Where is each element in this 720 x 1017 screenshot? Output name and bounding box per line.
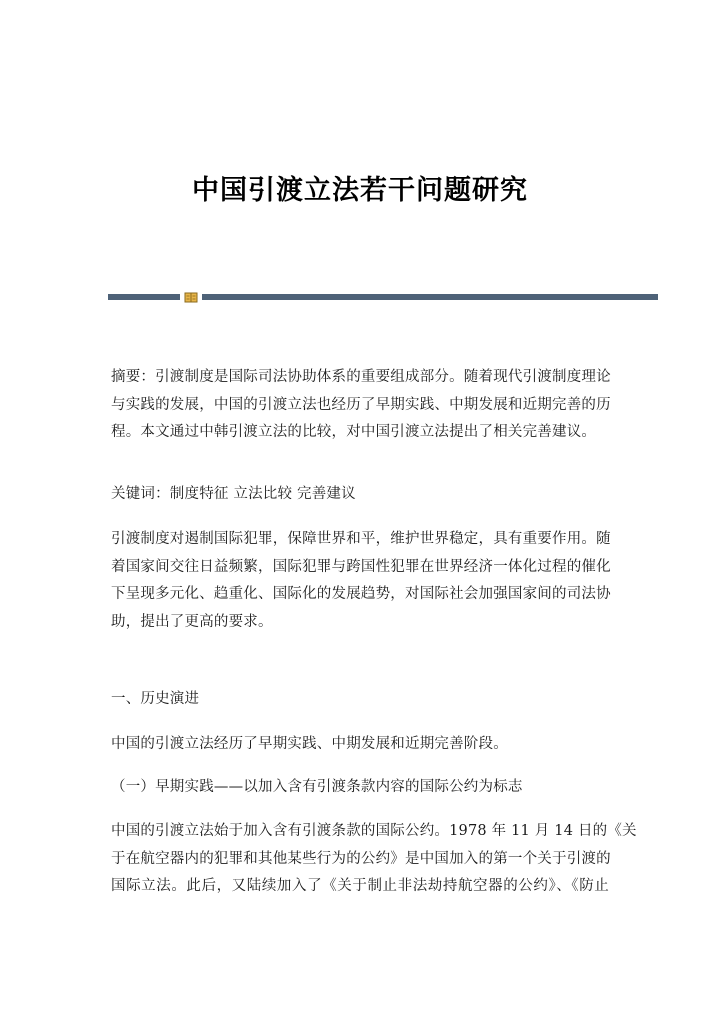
section-intro [111,731,609,759]
intro-line: 着国家间交往日益频繁，国际犯罪与跨国性犯罪在世界经济一体化过程的催化 [111,558,611,575]
abstract-paragraph [111,364,609,447]
keywords-line [111,481,609,509]
section1-intro: 中国的引渡立法经历了早期实践、中期发展和近期完善阶段。 [111,736,508,752]
subsection1-heading: （一）早期实践——以加入含有引渡条款内容的国际公约为标志 [111,779,523,795]
book-icon [184,291,198,303]
intro-line: 引渡制度对遏制国际犯罪，保障世界和平，维护世界稳定，具有重要作用。随 [111,531,611,547]
divider-bar-left [108,294,180,300]
body-line: 中国的引渡立法始于加入含有引渡条款的国际公约。1978 年 11 月 14 日的《关 [111,823,637,839]
intro-line: 下呈现多元化、趋重化、国际化的发展趋势，对国际社会加强国家间的司法协 [111,586,611,602]
divider-bar-right [202,294,658,300]
section-heading [111,686,609,714]
abstract-line: 与实践的发展，中国的引渡立法也经历了早期实践、中期发展和近期完善的历 [111,396,611,413]
section1-heading: 一、历史演进 [111,691,200,707]
body-line: 于在航空器内的犯罪和其他某些行为的公约》是中国加入的第一个关于引渡的 [111,850,611,867]
body-paragraph [111,818,637,901]
body-line: 国际立法。此后，又陆续加入了《关于制止非法劫持航空器的公约》、《防止 [111,878,609,894]
intro-paragraph [111,526,609,636]
intro-line: 助，提出了更高的要求。 [111,613,273,630]
abstract-line: 程。本文通过中韩引渡立法的比较，对中国引渡立法提出了相关完善建议。 [111,424,597,440]
document-title: 中国引渡立法若干问题研究 [192,175,528,206]
subsection-heading [111,774,609,802]
keywords-text: 关键词：制度特征 立法比较 完善建议 [111,486,356,502]
abstract-line: 摘要：引渡制度是国际司法协助体系的重要组成部分。随着现代引渡制度理论 [111,369,611,385]
title-divider [108,291,658,303]
